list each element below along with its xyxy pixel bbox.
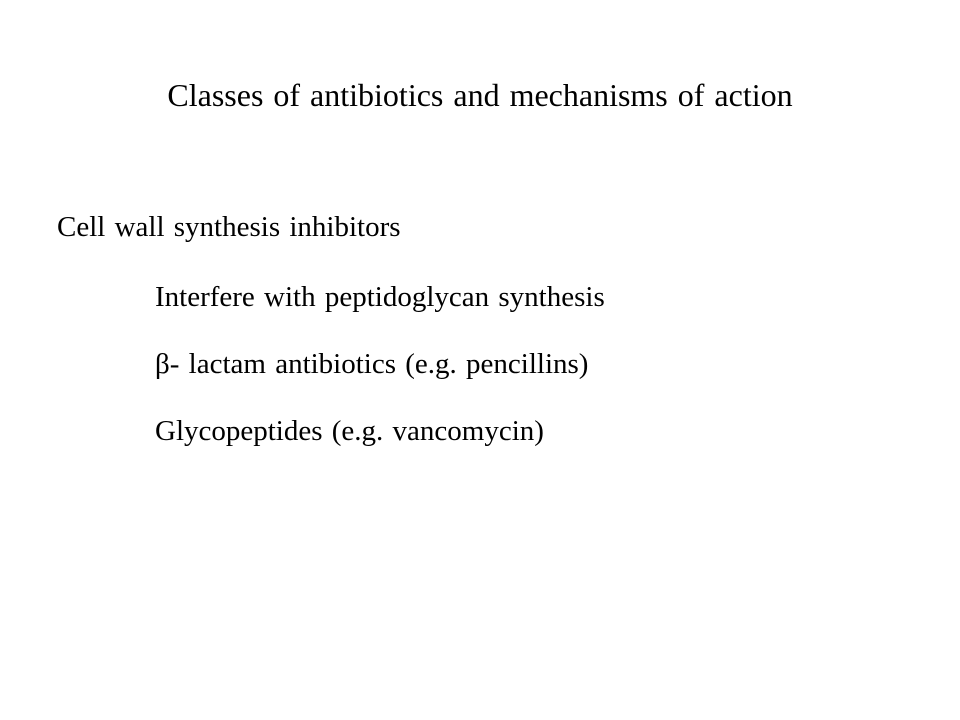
section-heading: Cell wall synthesis inhibitors	[57, 211, 401, 243]
section-item-peptidoglycan: Interfere with peptidoglycan synthesis	[155, 281, 605, 313]
section-items	[155, 277, 605, 478]
section-item-beta-lactam: β- lactam antibiotics (e.g. pencillins)	[155, 348, 589, 380]
section-item-glycopeptides: Glycopeptides (e.g. vancomycin)	[155, 415, 544, 447]
slide-title: Classes of antibiotics and mechanisms of action	[167, 77, 793, 113]
